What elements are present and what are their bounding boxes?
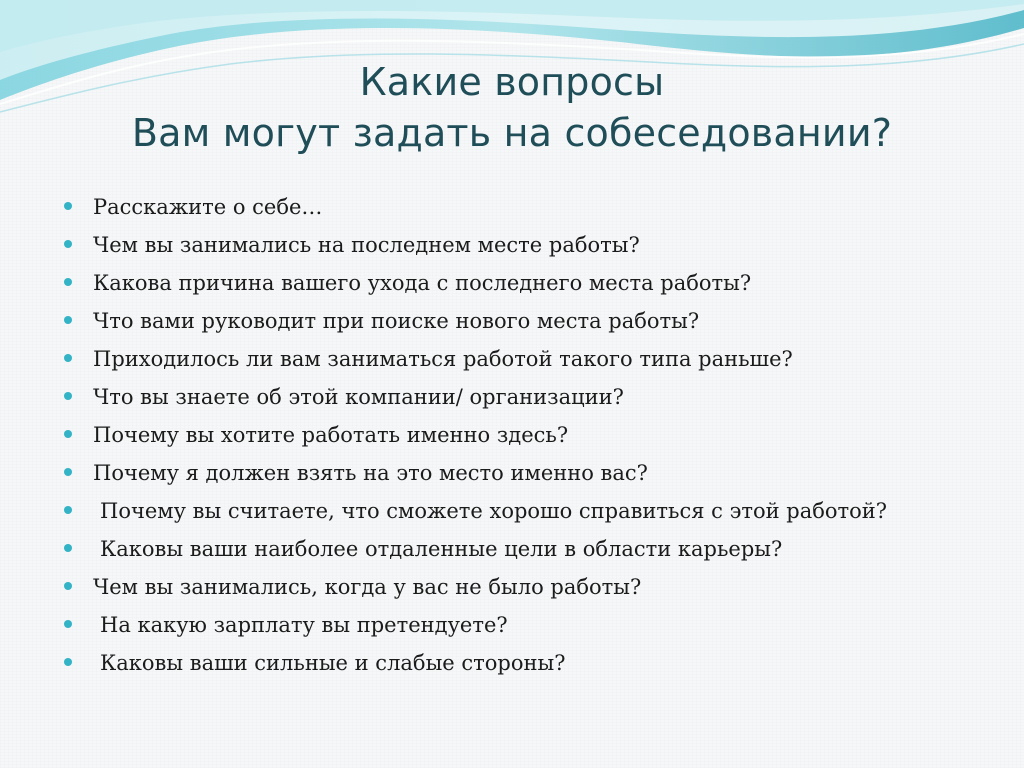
bullet-dot-icon bbox=[64, 316, 72, 324]
list-item bbox=[0, 606, 1024, 644]
question-text: Что вами руководит при поиске нового места работы? bbox=[93, 309, 700, 333]
list-item bbox=[0, 340, 1024, 378]
list-item bbox=[0, 302, 1024, 340]
question-text: Каковы ваши наиболее отдаленные цели в области карьеры? bbox=[100, 537, 783, 561]
list-item bbox=[0, 454, 1024, 492]
bullet-dot-icon bbox=[64, 544, 72, 552]
list-item bbox=[0, 188, 1024, 226]
bullet-dot-icon bbox=[64, 620, 72, 628]
question-text: Чем вы занимались на последнем месте работы? bbox=[93, 233, 640, 257]
bullet-dot-icon bbox=[64, 278, 72, 286]
bullet-dot-icon bbox=[64, 202, 72, 210]
bullet-dot-icon bbox=[64, 468, 72, 476]
list-item bbox=[0, 416, 1024, 454]
question-text: Почему вы хотите работать именно здесь? bbox=[93, 423, 569, 447]
slide-title bbox=[0, 57, 1024, 159]
question-text: Почему я должен взять на это место именно вас? bbox=[93, 461, 648, 485]
question-text: Каковы ваши сильные и слабые стороны? bbox=[100, 651, 566, 675]
slide-title-line-2: Вам могут задать на собеседовании? bbox=[131, 111, 893, 155]
list-item bbox=[0, 492, 1024, 530]
question-text: Какова причина вашего ухода с последнего места работы? bbox=[93, 271, 752, 295]
question-text: Расскажите о себе… bbox=[93, 195, 323, 219]
question-text: Почему вы считаете, что сможете хорошо справиться с этой работой? bbox=[100, 499, 888, 523]
list-item bbox=[0, 378, 1024, 416]
bullet-dot-icon bbox=[64, 506, 72, 514]
question-text: Приходилось ли вам заниматься работой такого типа раньше? bbox=[93, 347, 793, 371]
question-text: Что вы знаете об этой компании/ организации? bbox=[93, 385, 624, 409]
question-text: Чем вы занимались, когда у вас не было работы? bbox=[93, 575, 642, 599]
list-item bbox=[0, 530, 1024, 568]
bullet-dot-icon bbox=[64, 354, 72, 362]
bullet-dot-icon bbox=[64, 240, 72, 248]
slide-title-line-1: Какие вопросы bbox=[359, 60, 665, 104]
bullet-dot-icon bbox=[64, 658, 72, 666]
list-item bbox=[0, 644, 1024, 682]
bullet-dot-icon bbox=[64, 392, 72, 400]
bullet-dot-icon bbox=[64, 430, 72, 438]
question-text: На какую зарплату вы претендуете? bbox=[100, 613, 508, 637]
question-list bbox=[0, 188, 1024, 682]
list-item bbox=[0, 226, 1024, 264]
list-item bbox=[0, 568, 1024, 606]
bullet-dot-icon bbox=[64, 582, 72, 590]
list-item bbox=[0, 264, 1024, 302]
